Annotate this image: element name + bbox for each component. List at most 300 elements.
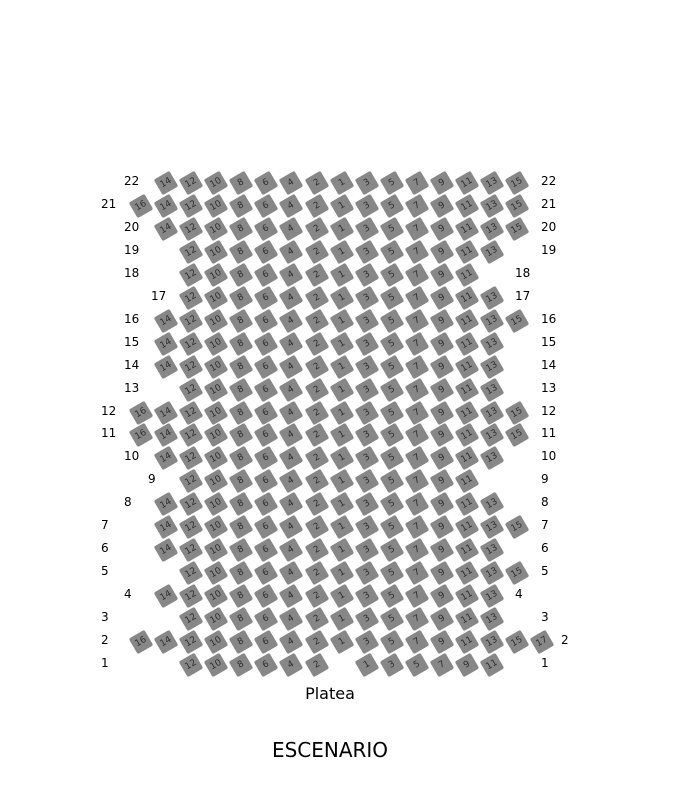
seat[interactable] bbox=[154, 171, 179, 196]
seat[interactable] bbox=[405, 423, 430, 448]
seat[interactable] bbox=[229, 607, 254, 632]
seat[interactable] bbox=[305, 263, 330, 288]
seat[interactable] bbox=[405, 584, 430, 609]
seat[interactable] bbox=[279, 285, 304, 310]
seat[interactable] bbox=[380, 171, 405, 196]
seat[interactable] bbox=[380, 607, 405, 632]
seat[interactable] bbox=[355, 423, 380, 448]
seat[interactable] bbox=[154, 515, 179, 540]
seat[interactable] bbox=[305, 607, 330, 632]
seat[interactable] bbox=[455, 538, 480, 563]
seat[interactable] bbox=[355, 308, 380, 333]
seat[interactable] bbox=[430, 423, 455, 448]
seat[interactable] bbox=[254, 240, 279, 265]
seat[interactable] bbox=[279, 331, 304, 356]
seat[interactable] bbox=[355, 194, 380, 219]
seat[interactable] bbox=[430, 492, 455, 517]
seat[interactable] bbox=[179, 377, 204, 402]
seat[interactable] bbox=[355, 377, 380, 402]
seat[interactable] bbox=[154, 584, 179, 609]
seat[interactable] bbox=[380, 263, 405, 288]
seat[interactable] bbox=[480, 400, 505, 425]
seat[interactable] bbox=[455, 308, 480, 333]
seat[interactable] bbox=[480, 423, 505, 448]
seat[interactable] bbox=[330, 561, 355, 586]
seat[interactable] bbox=[380, 492, 405, 517]
seat[interactable] bbox=[279, 538, 304, 563]
seat[interactable] bbox=[505, 630, 530, 655]
seat[interactable] bbox=[505, 423, 530, 448]
seat[interactable] bbox=[154, 308, 179, 333]
seat[interactable] bbox=[380, 469, 405, 494]
seat[interactable] bbox=[430, 217, 455, 242]
seat[interactable] bbox=[305, 423, 330, 448]
seat[interactable] bbox=[129, 630, 154, 655]
seat[interactable] bbox=[279, 263, 304, 288]
seat[interactable] bbox=[355, 584, 380, 609]
seat[interactable] bbox=[204, 653, 229, 678]
seat[interactable] bbox=[330, 400, 355, 425]
seat[interactable] bbox=[455, 469, 480, 494]
seat[interactable] bbox=[480, 331, 505, 356]
seat[interactable] bbox=[455, 194, 480, 219]
seat[interactable] bbox=[505, 561, 530, 586]
seat[interactable] bbox=[355, 331, 380, 356]
seat[interactable] bbox=[229, 354, 254, 379]
seat[interactable] bbox=[229, 630, 254, 655]
seat[interactable] bbox=[480, 630, 505, 655]
seat[interactable] bbox=[179, 423, 204, 448]
seat[interactable] bbox=[505, 217, 530, 242]
seat[interactable] bbox=[355, 217, 380, 242]
seat[interactable] bbox=[229, 331, 254, 356]
seat[interactable] bbox=[154, 538, 179, 563]
seat[interactable] bbox=[179, 515, 204, 540]
seat[interactable] bbox=[279, 469, 304, 494]
seat[interactable] bbox=[254, 377, 279, 402]
seat[interactable] bbox=[204, 263, 229, 288]
seat[interactable] bbox=[505, 194, 530, 219]
seat[interactable] bbox=[204, 171, 229, 196]
seat[interactable] bbox=[279, 217, 304, 242]
seat[interactable] bbox=[305, 538, 330, 563]
seat[interactable] bbox=[380, 331, 405, 356]
seat[interactable] bbox=[229, 538, 254, 563]
seat[interactable] bbox=[254, 538, 279, 563]
seat[interactable] bbox=[305, 171, 330, 196]
seat[interactable] bbox=[305, 354, 330, 379]
seat[interactable] bbox=[279, 607, 304, 632]
seat[interactable] bbox=[330, 492, 355, 517]
seat[interactable] bbox=[204, 331, 229, 356]
seat[interactable] bbox=[430, 538, 455, 563]
seat[interactable] bbox=[279, 446, 304, 471]
seat[interactable] bbox=[179, 653, 204, 678]
seat[interactable] bbox=[305, 469, 330, 494]
seat[interactable] bbox=[380, 584, 405, 609]
seat[interactable] bbox=[430, 194, 455, 219]
seat[interactable] bbox=[179, 630, 204, 655]
seat[interactable] bbox=[154, 423, 179, 448]
seat[interactable] bbox=[229, 561, 254, 586]
seat[interactable] bbox=[154, 446, 179, 471]
seat[interactable] bbox=[455, 377, 480, 402]
seat[interactable] bbox=[305, 400, 330, 425]
seat[interactable] bbox=[129, 194, 154, 219]
seat[interactable] bbox=[204, 561, 229, 586]
seat[interactable] bbox=[279, 400, 304, 425]
seat[interactable] bbox=[330, 263, 355, 288]
seat[interactable] bbox=[480, 653, 505, 678]
seat[interactable] bbox=[330, 331, 355, 356]
seat[interactable] bbox=[455, 240, 480, 265]
seat[interactable] bbox=[480, 584, 505, 609]
seat[interactable] bbox=[305, 630, 330, 655]
seat[interactable] bbox=[254, 263, 279, 288]
seat[interactable] bbox=[405, 400, 430, 425]
seat[interactable] bbox=[229, 285, 254, 310]
seat[interactable] bbox=[254, 630, 279, 655]
seat[interactable] bbox=[430, 263, 455, 288]
seat[interactable] bbox=[229, 653, 254, 678]
seat[interactable] bbox=[430, 561, 455, 586]
seat[interactable] bbox=[380, 377, 405, 402]
seat[interactable] bbox=[405, 561, 430, 586]
seat[interactable] bbox=[204, 515, 229, 540]
seat[interactable] bbox=[204, 607, 229, 632]
seat[interactable] bbox=[204, 446, 229, 471]
seat[interactable] bbox=[179, 354, 204, 379]
seat[interactable] bbox=[330, 538, 355, 563]
seat[interactable] bbox=[305, 194, 330, 219]
seat[interactable] bbox=[179, 171, 204, 196]
seat[interactable] bbox=[355, 630, 380, 655]
seat[interactable] bbox=[405, 492, 430, 517]
seat[interactable] bbox=[405, 308, 430, 333]
seat[interactable] bbox=[455, 584, 480, 609]
seat[interactable] bbox=[405, 240, 430, 265]
seat[interactable] bbox=[305, 285, 330, 310]
seat[interactable] bbox=[330, 194, 355, 219]
seat[interactable] bbox=[405, 607, 430, 632]
seat[interactable] bbox=[430, 607, 455, 632]
seat[interactable] bbox=[330, 240, 355, 265]
seat[interactable] bbox=[405, 331, 430, 356]
seat[interactable] bbox=[279, 354, 304, 379]
seat[interactable] bbox=[405, 515, 430, 540]
seat[interactable] bbox=[380, 561, 405, 586]
seat[interactable] bbox=[204, 538, 229, 563]
seat[interactable] bbox=[430, 400, 455, 425]
seat[interactable] bbox=[204, 630, 229, 655]
seat[interactable] bbox=[204, 492, 229, 517]
seat[interactable] bbox=[154, 400, 179, 425]
seat[interactable] bbox=[455, 653, 480, 678]
seat[interactable] bbox=[330, 515, 355, 540]
seat[interactable] bbox=[179, 240, 204, 265]
seat[interactable] bbox=[430, 377, 455, 402]
seat[interactable] bbox=[254, 561, 279, 586]
seat[interactable] bbox=[254, 217, 279, 242]
seat[interactable] bbox=[405, 285, 430, 310]
seat[interactable] bbox=[154, 194, 179, 219]
seat[interactable] bbox=[179, 561, 204, 586]
seat[interactable] bbox=[229, 308, 254, 333]
seat[interactable] bbox=[480, 194, 505, 219]
seat[interactable] bbox=[204, 377, 229, 402]
seat[interactable] bbox=[355, 171, 380, 196]
seat[interactable] bbox=[229, 469, 254, 494]
seat[interactable] bbox=[380, 285, 405, 310]
seat[interactable] bbox=[305, 653, 330, 678]
seat[interactable] bbox=[154, 354, 179, 379]
seat[interactable] bbox=[405, 377, 430, 402]
seat[interactable] bbox=[430, 653, 455, 678]
seat[interactable] bbox=[254, 492, 279, 517]
seat[interactable] bbox=[355, 240, 380, 265]
seat[interactable] bbox=[204, 217, 229, 242]
seat[interactable] bbox=[480, 607, 505, 632]
seat[interactable] bbox=[305, 331, 330, 356]
seat[interactable] bbox=[405, 263, 430, 288]
seat[interactable] bbox=[455, 331, 480, 356]
seat[interactable] bbox=[355, 446, 380, 471]
seat[interactable] bbox=[355, 285, 380, 310]
seat[interactable] bbox=[254, 607, 279, 632]
seat[interactable] bbox=[355, 492, 380, 517]
seat[interactable] bbox=[330, 584, 355, 609]
seat[interactable] bbox=[430, 515, 455, 540]
seat[interactable] bbox=[204, 423, 229, 448]
seat[interactable] bbox=[305, 377, 330, 402]
seat[interactable] bbox=[279, 377, 304, 402]
seat[interactable] bbox=[179, 492, 204, 517]
seat[interactable] bbox=[355, 653, 380, 678]
seat[interactable] bbox=[204, 584, 229, 609]
seat[interactable] bbox=[254, 446, 279, 471]
seat[interactable] bbox=[455, 607, 480, 632]
seat[interactable] bbox=[330, 377, 355, 402]
seat[interactable] bbox=[455, 285, 480, 310]
seat[interactable] bbox=[279, 240, 304, 265]
seat[interactable] bbox=[380, 217, 405, 242]
seat[interactable] bbox=[254, 469, 279, 494]
seat[interactable] bbox=[355, 538, 380, 563]
seat[interactable] bbox=[430, 354, 455, 379]
seat[interactable] bbox=[430, 331, 455, 356]
seat[interactable] bbox=[330, 469, 355, 494]
seat[interactable] bbox=[380, 194, 405, 219]
seat[interactable] bbox=[480, 285, 505, 310]
seat[interactable] bbox=[179, 217, 204, 242]
seat[interactable] bbox=[129, 400, 154, 425]
seat[interactable] bbox=[305, 308, 330, 333]
seat[interactable] bbox=[530, 630, 555, 655]
seat[interactable] bbox=[179, 194, 204, 219]
seat[interactable] bbox=[455, 217, 480, 242]
seat[interactable] bbox=[229, 171, 254, 196]
seat[interactable] bbox=[229, 400, 254, 425]
seat[interactable] bbox=[330, 446, 355, 471]
seat[interactable] bbox=[480, 171, 505, 196]
seat[interactable] bbox=[380, 630, 405, 655]
seat[interactable] bbox=[355, 515, 380, 540]
seat[interactable] bbox=[305, 584, 330, 609]
seat[interactable] bbox=[480, 515, 505, 540]
seat[interactable] bbox=[279, 515, 304, 540]
seat[interactable] bbox=[480, 492, 505, 517]
seat[interactable] bbox=[305, 561, 330, 586]
seat[interactable] bbox=[154, 217, 179, 242]
seat[interactable] bbox=[330, 354, 355, 379]
seat[interactable] bbox=[279, 423, 304, 448]
seat[interactable] bbox=[480, 377, 505, 402]
seat[interactable] bbox=[480, 217, 505, 242]
seat[interactable] bbox=[254, 285, 279, 310]
seat[interactable] bbox=[355, 469, 380, 494]
seat[interactable] bbox=[455, 423, 480, 448]
seat[interactable] bbox=[505, 400, 530, 425]
seat[interactable] bbox=[179, 331, 204, 356]
seat[interactable] bbox=[380, 423, 405, 448]
seat[interactable] bbox=[430, 469, 455, 494]
seat[interactable] bbox=[330, 171, 355, 196]
seat[interactable] bbox=[229, 263, 254, 288]
seat[interactable] bbox=[405, 171, 430, 196]
seat[interactable] bbox=[455, 171, 480, 196]
seat[interactable] bbox=[405, 446, 430, 471]
seat[interactable] bbox=[480, 240, 505, 265]
seat[interactable] bbox=[355, 607, 380, 632]
seat[interactable] bbox=[405, 469, 430, 494]
seat[interactable] bbox=[355, 354, 380, 379]
seat[interactable] bbox=[405, 630, 430, 655]
seat[interactable] bbox=[380, 240, 405, 265]
seat[interactable] bbox=[254, 354, 279, 379]
seat[interactable] bbox=[254, 331, 279, 356]
seat[interactable] bbox=[480, 561, 505, 586]
seat[interactable] bbox=[480, 446, 505, 471]
seat[interactable] bbox=[204, 285, 229, 310]
seat[interactable] bbox=[229, 194, 254, 219]
seat[interactable] bbox=[229, 584, 254, 609]
seat[interactable] bbox=[254, 194, 279, 219]
seat[interactable] bbox=[455, 446, 480, 471]
seat[interactable] bbox=[279, 561, 304, 586]
seat[interactable] bbox=[480, 354, 505, 379]
seat[interactable] bbox=[380, 400, 405, 425]
seat[interactable] bbox=[455, 492, 480, 517]
seat[interactable] bbox=[305, 217, 330, 242]
seat[interactable] bbox=[204, 354, 229, 379]
seat[interactable] bbox=[430, 630, 455, 655]
seat[interactable] bbox=[229, 515, 254, 540]
seat[interactable] bbox=[204, 194, 229, 219]
seat[interactable] bbox=[430, 446, 455, 471]
seat[interactable] bbox=[179, 469, 204, 494]
seat[interactable] bbox=[279, 171, 304, 196]
seat[interactable] bbox=[179, 285, 204, 310]
seat[interactable] bbox=[229, 377, 254, 402]
seat[interactable] bbox=[229, 423, 254, 448]
seat[interactable] bbox=[204, 308, 229, 333]
seat[interactable] bbox=[254, 171, 279, 196]
seat[interactable] bbox=[330, 308, 355, 333]
seat[interactable] bbox=[430, 584, 455, 609]
seat[interactable] bbox=[380, 354, 405, 379]
seat[interactable] bbox=[430, 285, 455, 310]
seat[interactable] bbox=[380, 308, 405, 333]
seat[interactable] bbox=[380, 653, 405, 678]
seat[interactable] bbox=[380, 538, 405, 563]
seat[interactable] bbox=[179, 308, 204, 333]
seat[interactable] bbox=[405, 354, 430, 379]
seat[interactable] bbox=[154, 492, 179, 517]
seat[interactable] bbox=[154, 630, 179, 655]
seat[interactable] bbox=[254, 653, 279, 678]
seat[interactable] bbox=[455, 263, 480, 288]
seat[interactable] bbox=[179, 263, 204, 288]
seat[interactable] bbox=[355, 561, 380, 586]
seat[interactable] bbox=[480, 308, 505, 333]
seat[interactable] bbox=[279, 194, 304, 219]
seat[interactable] bbox=[279, 492, 304, 517]
seat[interactable] bbox=[505, 515, 530, 540]
seat[interactable] bbox=[405, 538, 430, 563]
seat[interactable] bbox=[380, 515, 405, 540]
seat[interactable] bbox=[229, 217, 254, 242]
seat[interactable] bbox=[455, 630, 480, 655]
seat[interactable] bbox=[254, 584, 279, 609]
seat[interactable] bbox=[154, 331, 179, 356]
seat[interactable] bbox=[455, 354, 480, 379]
seat[interactable] bbox=[430, 240, 455, 265]
seat[interactable] bbox=[254, 423, 279, 448]
seat[interactable] bbox=[405, 653, 430, 678]
seat[interactable] bbox=[179, 607, 204, 632]
seat[interactable] bbox=[455, 400, 480, 425]
seat[interactable] bbox=[204, 400, 229, 425]
seat[interactable] bbox=[179, 400, 204, 425]
seat[interactable] bbox=[254, 515, 279, 540]
seat[interactable] bbox=[330, 630, 355, 655]
seat[interactable] bbox=[254, 308, 279, 333]
seat[interactable] bbox=[129, 423, 154, 448]
seat[interactable] bbox=[455, 515, 480, 540]
seat[interactable] bbox=[330, 607, 355, 632]
seat[interactable] bbox=[204, 240, 229, 265]
seat[interactable] bbox=[330, 423, 355, 448]
seat[interactable] bbox=[330, 285, 355, 310]
seat[interactable] bbox=[305, 515, 330, 540]
seat[interactable] bbox=[229, 240, 254, 265]
seat[interactable] bbox=[204, 469, 229, 494]
seat[interactable] bbox=[229, 492, 254, 517]
seat[interactable] bbox=[179, 446, 204, 471]
seat[interactable] bbox=[254, 400, 279, 425]
seat[interactable] bbox=[430, 308, 455, 333]
seat[interactable] bbox=[405, 194, 430, 219]
seat[interactable] bbox=[279, 584, 304, 609]
seat[interactable] bbox=[179, 584, 204, 609]
seat[interactable] bbox=[480, 538, 505, 563]
seat[interactable] bbox=[355, 400, 380, 425]
seat[interactable] bbox=[179, 538, 204, 563]
seat[interactable] bbox=[305, 446, 330, 471]
seat[interactable] bbox=[380, 446, 405, 471]
seat[interactable] bbox=[305, 240, 330, 265]
seat[interactable] bbox=[505, 308, 530, 333]
